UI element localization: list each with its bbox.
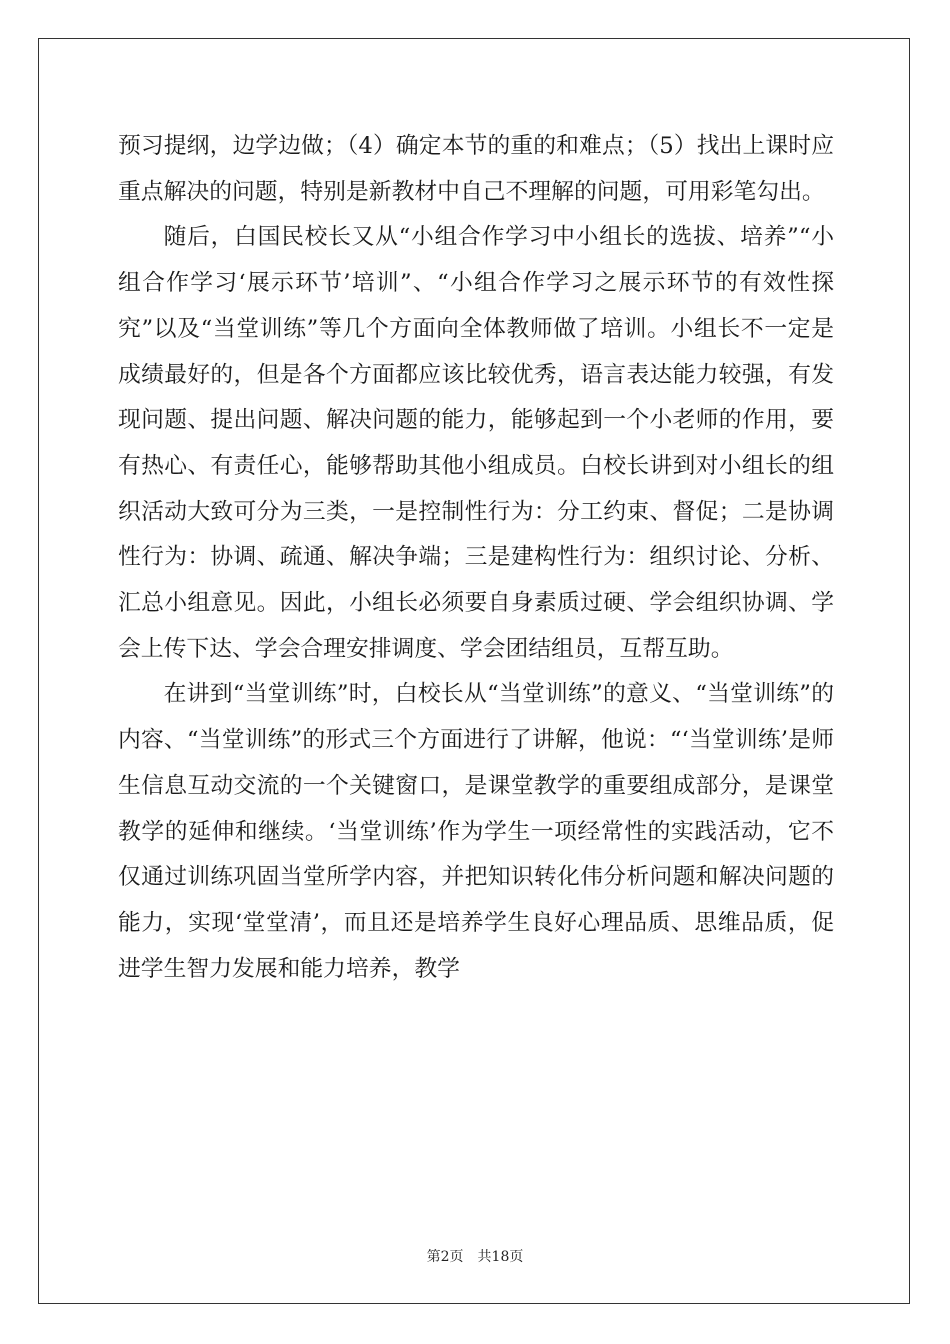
document-body — [118, 124, 834, 992]
paragraph-classroom-training: 在讲到“当堂训练”时，白校长从“当堂训练”的意义、“当堂训练”的内容、“当堂训练”的形式三个方面进行了讲解，他说：“‘当堂训练’是师生信息互动交流的一个关键窗口，是课堂教学的重要组成部分，是课堂教学的延伸和继续。‘当堂训练’作为学生一项经常性的实践活动，它不仅通过训练巩固当堂所学内容，并把知识转化伟分析问题和解决问题的能力，实现‘堂堂清’，而且还是培养学生良好心理品质、思维品质，促进学生智力发展和能力培养，教学 — [118, 681, 834, 982]
paragraph-group-leader-training: 随后，白国民校长又从“小组合作学习中小组长的选拔、培养”“小组合作学习‘展示环节’培训”、“小组合作学习之展示环节的有效性探究”以及“当堂训练”等几个方面向全体教师做了培训。小组长不一定是成绩最好的，但是各个方面都应该比较优秀，语言表达能力较强，有发现问题、提出问题、解决问题的能力，能够起到一个小老师的作用，要有热心、有责任心，能够帮助其他小组成员。白校长讲到对小组长的组织活动大致可分为三类，一是控制性行为：分工约束、督促；二是协调性行为：协调、疏通、解决争端；三是建构性行为：组织讨论、分析、汇总小组意见。因此，小组长必须要自身素质过硬、学会组织协调、学会上传下达、学会合理安排调度、学会团结组员，互帮互助。 — [118, 224, 834, 662]
total-pages: 共18页 — [477, 1249, 524, 1265]
paragraph-continuation: 预习提纲，边学边做；（4）确定本节的重的和难点；（5）找出上课时应重点解决的问题，特别是新教材中自己不理解的问题，可用彩笔勾出。 — [118, 133, 834, 205]
page-footer — [0, 1246, 950, 1266]
page-number: 第2页 — [426, 1249, 464, 1265]
